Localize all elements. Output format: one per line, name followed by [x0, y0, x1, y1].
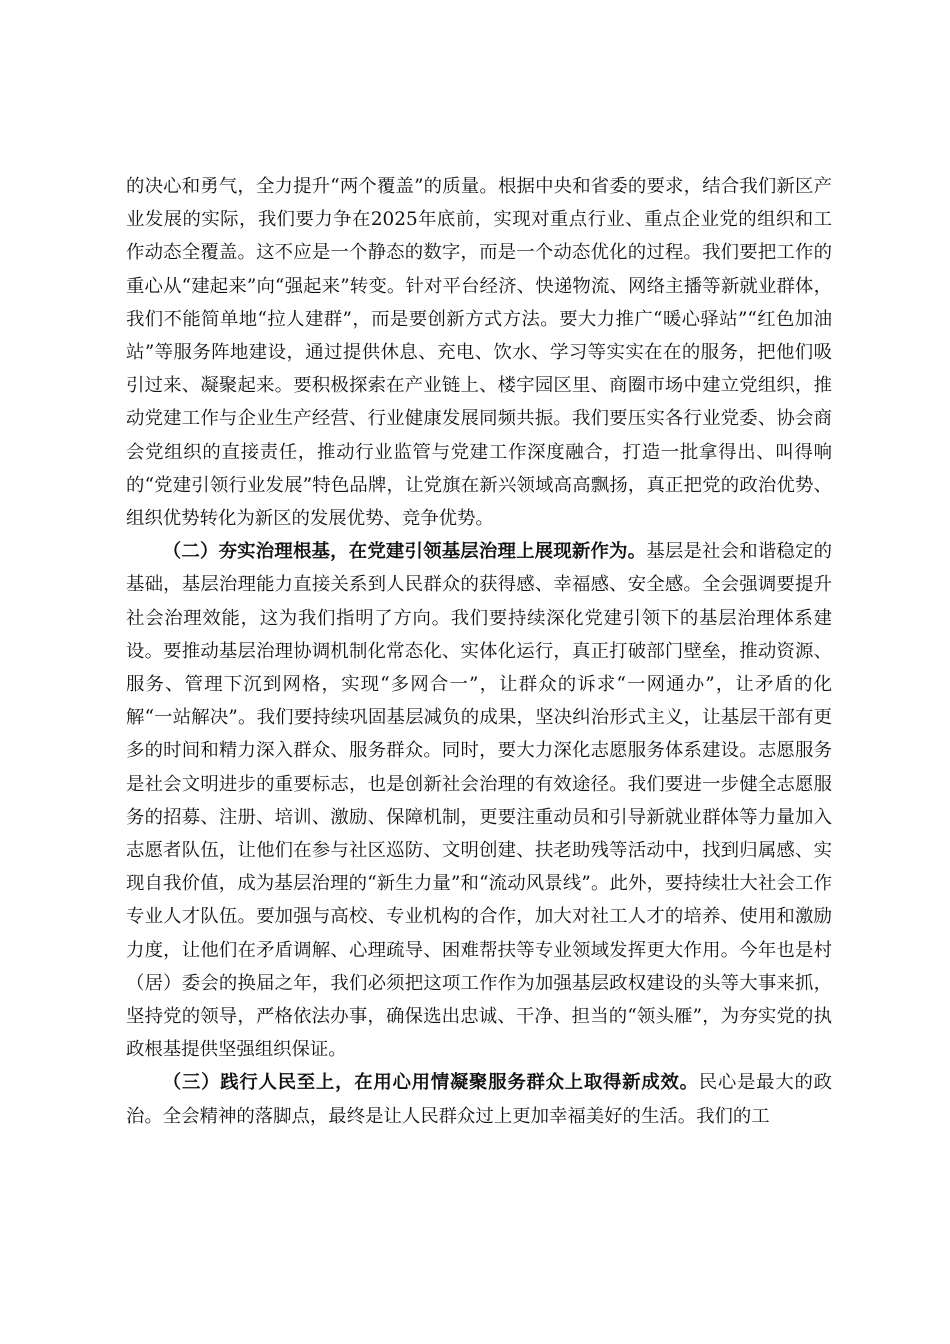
paragraph-body: 基层是社会和谐稳定的基础，基层治理能力直接关系到人民群众的获得感、幸福感、安全感。全会强调要提升社会治理效能，这为我们指明了方向。我们要持续深化党建引领下的基层治理体系建设。要推动基层治理协调机制化常态化、实体化运行，真正打破部门壁垒，推动资源、服务、管理下沉到网格，实现“多网合一”，让群众的诉求“一网通办”，让矛盾的化解“一站解决”。我们要持续巩固基层减负的成果，坚决纠治形式主义，让基层干部有更多的时间和精力深入群众、服务群众。同时，要大力深化志愿服务体系建设。志愿服务是社会文明进步的重要标志，也是创新社会治理的有效途径。我们要进一步健全志愿服务的招募、注册、培训、激励、保障机制，更要注重动员和引导新就业群体等力量加入志愿者队伍，让他们在参与社区巡防、文明创建、扶老助残等活动中，找到归属感、实现自我价值，成为基层治理的“新生力量”和“流动风景线”。此外，要持续壮大社会工作专业人才队伍。要加强与高校、专业机构的合作，加大对社工人才的培养、使用和激励力度，让他们在矛盾调解、心理疏导、困难帮扶等专业领域发挥更大作用。今年也是村（居）委会的换届之年，我们必须把这项工作作为加强基层政权建设的头等大事来抓，坚持党的领导，严格依法办事，确保选出忠诚、干净、担当的“领头雁”，为夯实党的执政根基提供坚强组织保证。: [126, 541, 832, 1061]
paragraph-section-2: [126, 535, 832, 1066]
paragraph-body: 的决心和勇气，全力提升“两个覆盖”的质量。根据中央和省委的要求，结合我们新区产业发展的实际，我们要力争在2025年底前，实现对重点行业、重点企业党的组织和工作动态全覆盖。这不应是一个静态的数字，而是一个动态优化的过程。我们要把工作的重心从“建起来”向“强起来”转变。针对平台经济、快递物流、网络主播等新就业群体，我们不能简单地“拉人建群”，而是要创新方式方法。要大力推广“暖心驿站”“红色加油站”等服务阵地建设，通过提供休息、充电、饮水、学习等实实在在的服务，把他们吸引过来、凝聚起来。要积极探索在产业链上、楼宇园区里、商圈市场中建立党组织，推动党建工作与企业生产经营、行业健康发展同频共振。我们要压实各行业党委、协会商会党组织的直接责任，推动行业监管与党建工作深度融合，打造一批拿得出、叫得响的“党建引领行业发展”特色品牌，让党旗在新兴领域高高飘扬，真正把党的政治优势、组织优势转化为新区的发展优势、竞争优势。: [126, 176, 832, 530]
section-heading: （三）践行人民至上，在用心用情凝聚服务群众上取得新成效。: [162, 1072, 699, 1094]
paragraph-continuation: [126, 170, 832, 535]
paragraph-section-3: [126, 1066, 832, 1132]
document-body: [126, 170, 832, 1133]
paragraph-body: 民心是最大的政治。全会精神的落脚点，最终是让人民群众过上更加幸福美好的生活。我们的工: [126, 1072, 832, 1127]
section-heading: （二）夯实治理根基，在党建引领基层治理上展现新作为。: [162, 541, 647, 563]
